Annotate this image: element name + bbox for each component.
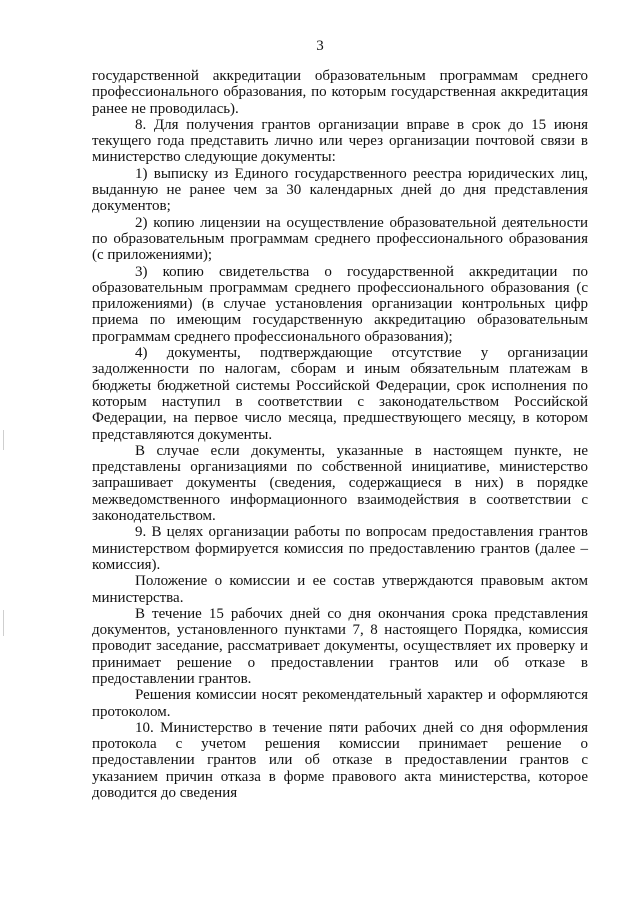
paragraph: Положение о комиссии и ее состав утверждаются правовым актом министерства. (92, 573, 588, 606)
document-body (92, 68, 588, 801)
paragraph: В случае если документы, указанные в настоящем пункте, не представлены организациями по собственной инициативе, министерство запрашивает документы (сведения, содержащиеся в них) в порядке межведомственного информационного взаимодействия в соответствии с законодательством. (92, 442, 588, 525)
list-item-1: 1) выписку из Единого государственного реестра юридических лиц, выданную не ранее чем за 30 календарных дней до дня представления документов; (92, 165, 588, 215)
paragraph: государственной аккредитации образовательным программам среднего профессионального образования, по которым государственная аккредитация ранее не проводилась). (92, 68, 588, 117)
paragraph-clause-10: 10. Министерство в течение пяти рабочих дней со дня оформления протокола с учетом решения комиссии принимает решение о предоставлении грантов или об отказе в предоставлении грантов с указанием причин отказа в форме правового акта министерства, которое доводится до сведения (92, 719, 588, 802)
paragraph: В течение 15 рабочих дней со дня окончания срока представления документов, установленного пунктами 7, 8 настоящего Порядка, комиссия проводит заседание, рассматривает документы, осуществляет их проверку и принимает решение о предоставлении грантов или об отказе в предоставлении грантов. (92, 605, 588, 687)
paragraph-clause-9: 9. В целях организации работы по вопросам предоставления грантов министерством формируется комиссия по предоставлению грантов (далее – комиссия). (92, 524, 588, 573)
list-item-2: 2) копию лицензии на осуществление образовательной деятельности по образовательным программам среднего профессионального образования (с приложениями); (92, 214, 588, 264)
scan-edge-marks (0, 0, 12, 905)
paragraph-clause-8: 8. Для получения грантов организации вправе в срок до 15 июня текущего года представить лично или через организации почтовой связи в министерство следующие документы: (92, 116, 588, 166)
list-item-4: 4) документы, подтверждающие отсутствие у организации задолженности по налогам, сборам и иным обязательным платежам в бюджеты бюджетной системы Российской Федерации, срок исполнения по которым наступил в соответствии с законодательством Российской Федерации, на первое число месяца, предшествующего месяцу, в котором представляются документы. (92, 345, 588, 443)
scan-mark (3, 430, 4, 450)
scan-mark (3, 610, 4, 636)
page-number: 3 (316, 38, 324, 54)
list-item-3: 3) копию свидетельства о государственной аккредитации по образовательным программам среднего профессионального образования (с приложениями) (в случае установления организации контрольных цифр приема по имеющим государственную аккредитацию образовательным программам среднего профессионального образования); (92, 263, 588, 345)
paragraph: Решения комиссии носят рекомендательный характер и оформляются протоколом. (92, 687, 588, 720)
